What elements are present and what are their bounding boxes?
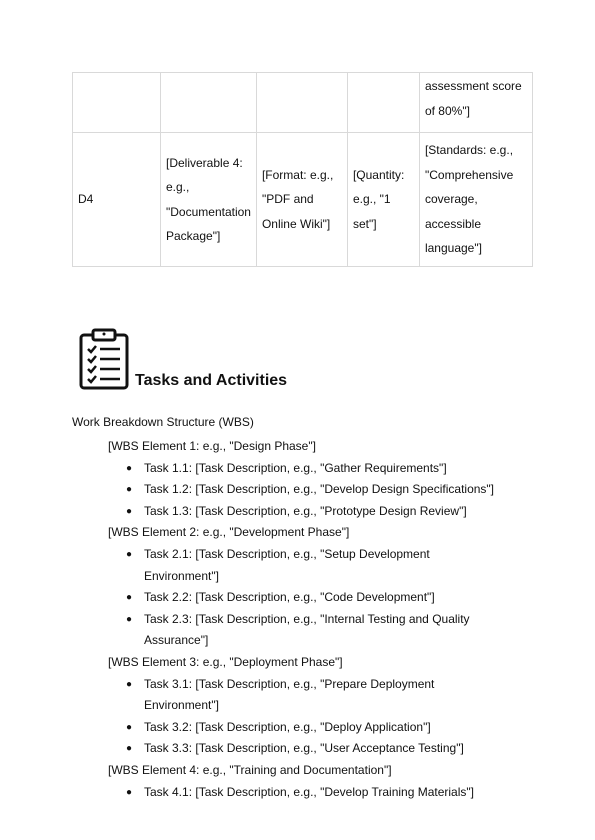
list-item: [108, 738, 508, 760]
deliverable-quantity-cell: [Quantity: e.g., "1 set"]: [347, 133, 419, 267]
task-text: Task 3.2: [Task Description, e.g., "Deploy Application"]: [144, 719, 431, 734]
bullet-icon: ●: [126, 678, 133, 690]
bullet-icon: ●: [126, 592, 133, 604]
task-list: [108, 674, 528, 760]
list-item: [108, 458, 508, 480]
bullet-icon: ●: [126, 721, 133, 733]
table-cell: [347, 73, 419, 133]
list-item: [108, 544, 508, 587]
table-cell: [73, 73, 161, 133]
wbs-element: [108, 760, 528, 803]
task-list: [108, 544, 528, 652]
bullet-icon: ●: [126, 743, 133, 755]
wbs-element-label: [WBS Element 1: e.g., "Design Phase"]: [108, 439, 316, 453]
list-item: [108, 587, 508, 609]
wbs-heading: Work Breakdown Structure (WBS): [72, 415, 254, 429]
wbs-element: [108, 522, 528, 652]
wbs-element: [108, 436, 528, 522]
list-item: [108, 717, 508, 739]
task-text: Task 1.2: [Task Description, e.g., "Develop Design Specifications"]: [144, 482, 495, 497]
task-text: Task 2.3: [Task Description, e.g., "Internal Testing and Quality Assurance"]: [144, 611, 470, 648]
table-cell: [161, 73, 257, 133]
list-item: [108, 782, 508, 804]
table-cell: assessment score of 80%"]: [419, 73, 532, 133]
list-item: [108, 501, 508, 523]
task-text: Task 2.1: [Task Description, e.g., "Setup Development Environment"]: [144, 546, 430, 583]
task-text: Task 3.1: [Task Description, e.g., "Prepare Deployment Environment"]: [144, 676, 435, 713]
deliverable-standards-cell: [Standards: e.g., "Comprehensive coverage, accessible language"]: [419, 133, 532, 267]
task-text: Task 2.2: [Task Description, e.g., "Code Development"]: [144, 590, 435, 605]
bullet-icon: ●: [126, 462, 133, 474]
bullet-icon: ●: [126, 786, 133, 798]
table-row: [73, 133, 533, 267]
list-item: [108, 674, 508, 717]
task-text: Task 4.1: [Task Description, e.g., "Develop Training Materials"]: [144, 784, 474, 799]
task-text: Task 3.3: [Task Description, e.g., "User Acceptance Testing"]: [144, 741, 464, 756]
list-item: [108, 479, 508, 501]
deliverables-table: [72, 72, 533, 267]
wbs-element-label: [WBS Element 2: e.g., "Development Phase"]: [108, 525, 350, 540]
clipboard-checklist-icon: [78, 328, 130, 390]
wbs-element-label: [WBS Element 3: e.g., "Deployment Phase"]: [108, 654, 343, 669]
task-list: [108, 782, 528, 804]
table-row: [73, 73, 533, 133]
section-header: [78, 328, 478, 390]
deliverable-id-cell: D4: [73, 133, 161, 267]
task-list: [108, 458, 528, 523]
bullet-icon: ●: [126, 548, 133, 560]
list-item: [108, 609, 508, 652]
wbs-list: [108, 436, 528, 803]
task-text: Task 1.1: [Task Description, e.g., "Gather Requirements"]: [144, 460, 447, 475]
bullet-icon: ●: [126, 613, 133, 625]
bullet-icon: ●: [126, 505, 133, 517]
deliverable-format-cell: [Format: e.g., "PDF and Online Wiki"]: [256, 133, 347, 267]
section-title: Tasks and Activities: [135, 372, 288, 389]
deliverable-name-cell: [Deliverable 4: e.g., "Documentation Package"]: [161, 133, 257, 267]
wbs-element: [108, 652, 528, 760]
bullet-icon: ●: [126, 484, 133, 496]
table-cell: [256, 73, 347, 133]
task-text: Task 1.3: [Task Description, e.g., "Prototype Design Review"]: [144, 503, 467, 518]
wbs-element-label: [WBS Element 4: e.g., "Training and Documentation"]: [108, 762, 392, 777]
